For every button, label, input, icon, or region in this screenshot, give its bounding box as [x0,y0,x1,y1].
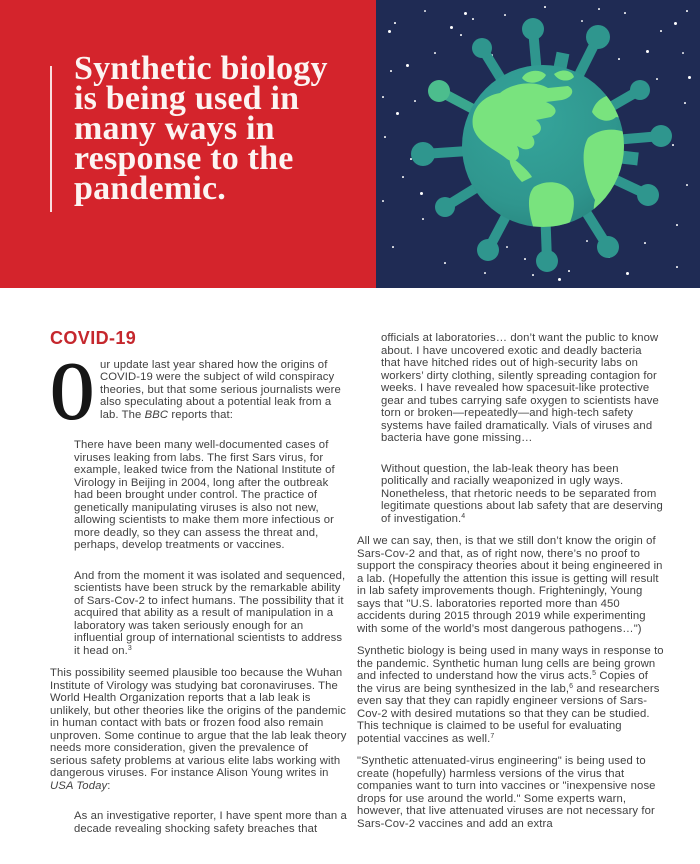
banner [0,0,700,288]
title-line: Synthetic biology [74,50,328,87]
blockquote: And from the moment it was isolated and sequenced, scientists have been struck by the remarkable ability of Sars-Cov-2 to infect humans. The possibility that it acquired that ability as a result of manipulation in a laboratory was taken seriously enough for an influential group of international scientists to address it head on.$^3$ [74,569,346,657]
right-column [357,332,664,864]
virus-globe-icon [376,0,700,288]
left-column [50,328,348,864]
intro-paragraph [50,344,348,438]
paragraph: "Synthetic attenuated-virus engineering" is being used to create (hopefully) harmless versions of the virus that companies want to turn into vaccines or "inexpensive nose drops for use around the world." Some experts warn, however, that live attenuated viruses are not necessary for Sars-Cov-2 vaccines and add an extra [357,755,656,830]
article-body [0,288,700,864]
title-line: response to the [74,140,294,177]
paragraph: All we can say, then, is that we still don’t know the origin of Sars-Cov-2 and that, as of right now, there’s no proof to support the conspiracy theories about it being engineered in a lab. (Hopefully the attention this issue is getting will result in lab safety improvements though. Frighteningly, Young says that "U.S. laboratories reported more than 450 accidents during 2015 through 2019 while experimenting with some of the world’s most dangerous pathogens…") [357,535,663,635]
virus-globe-illustration [376,0,700,288]
blockquote: officials at laboratories… don’t want the public to know about. I have uncovered exotic and deadly bacteria that have hitched rides out of high-security labs on workers’ dirty clothing, silently spreading contagion for weeks. I have revealed how spacesuit-like protective gear and tubes carrying safe oxygen to scientists have torn or broken—repeatedly—and high-tech safety systems have failed dramatically. Vials of viruses and bacteria have gone missing… [381,332,659,444]
paragraph: Synthetic biology is being used in many ways in response to the pandemic. Synthetic human lung cells are being grown and infected to understand how the virus acts.$^5$ Copies of the virus are being synthesized in the lab,$^6$ and researchers even say that they can rapidly engineer versions of Sars-Cov-2 with desired mutations so that they can be studied. This technique is claimed to be useful for evaluating potential vaccines as well.$^7$ [357,645,664,745]
title-line: many ways in [74,110,275,147]
blockquote: Without question, the lab-leak theory has been politically and racially weaponized in ugly ways. Nonetheless, that rhetoric needs to be separated from legitimate questions about lab safety that are deserving of investigation.$^4$ [381,462,663,525]
section-heading: COVID-19 [50,328,137,348]
page-title [74,50,328,207]
blockquote: There have been many well-documented cases of viruses leaking from labs. The first Sars virus, for example, leaked twice from the National Institute of Virology in Beijing in 2004, long after the outbreak had been brought under control. The practice of genetically manipulating viruses is also not new, allowing scientists to make them more infectious or more deadly, so they can assess the threat and, perhaps, develop treatments or vaccines. [74,439,335,551]
drop-cap: O [50,344,95,438]
intro-text: ur update last year shared how the origins of COVID-19 were the subject of wild conspiracy theories, but that some serious journalists were also speculating about a potential leak from a lab. The BBC reports that: [100,358,341,421]
title-line: pandemic. [74,170,226,207]
blockquote: As an investigative reporter, I have spent more than a decade revealing shocking safety breaches that [74,810,347,835]
title-line: is being used in [74,80,300,117]
paragraph: This possibility seemed plausible too because the Wuhan Institute of Virology was studying bat coronaviruses. The World Health Organization reports that a lab leak is unlikely, but other theories like the origins of the pandemic in human contact with bats or frozen food also remain unproven. Some continue to argue that the lab leak theory needs more consideration, given the prevalence of serious safety problems at various elite labs working with dangerous viruses. For instance Alison Young writes in USA Today: [50,667,347,792]
vertical-rule [50,66,52,212]
title-panel [0,0,376,288]
